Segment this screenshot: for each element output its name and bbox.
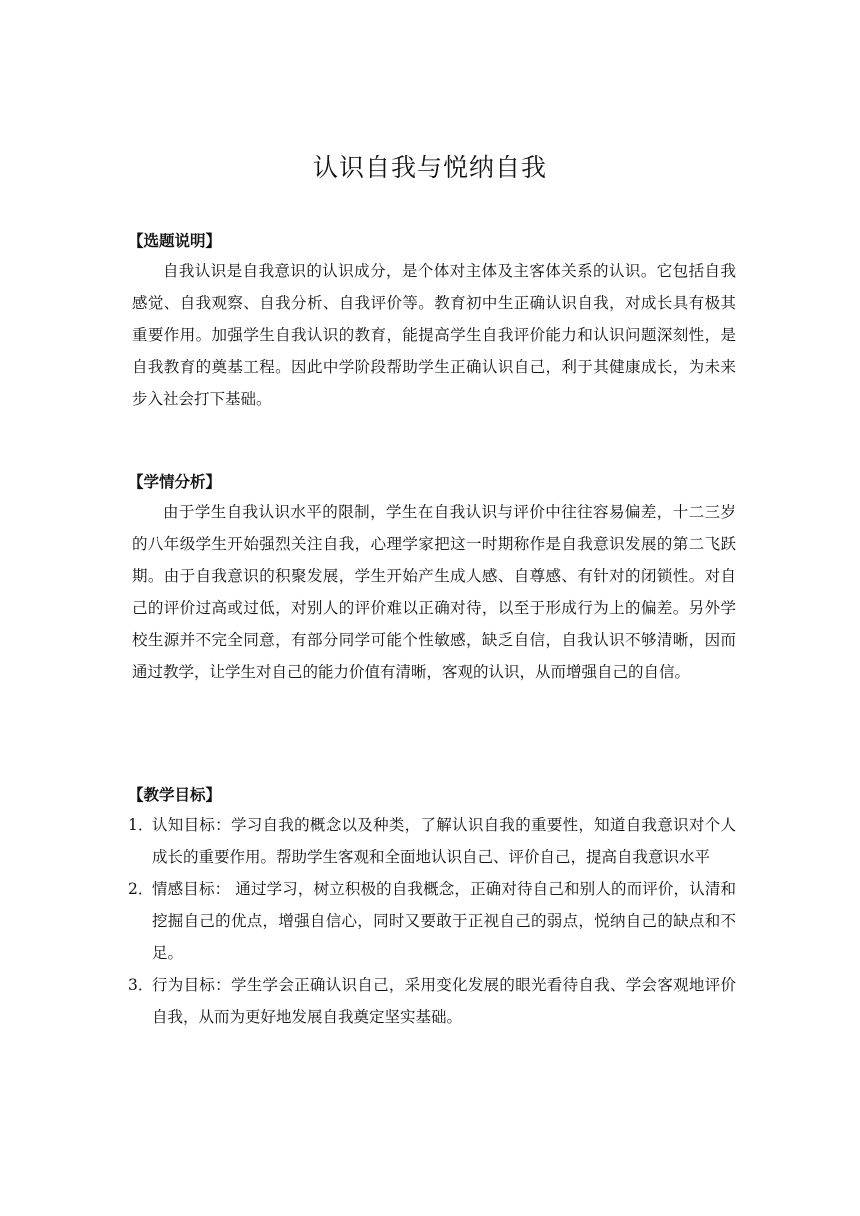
section-heading: 【教学目标】: [128, 786, 222, 804]
goal-number: 3．: [128, 976, 154, 994]
goal-item-behavioral: [128, 969, 736, 1033]
section-topic-description: [128, 229, 736, 415]
document-title: 认识自我与悦纳自我: [312, 153, 547, 182]
goal-item-cognitive: [128, 809, 736, 873]
section-heading: 【选题说明】: [128, 232, 222, 250]
goal-number: 2．: [128, 880, 154, 898]
section-student-analysis: [128, 470, 736, 688]
section-teaching-goals: [128, 783, 736, 1033]
section-heading: 【学情分析】: [128, 473, 222, 491]
section-paragraph: 由于学生自我认识水平的限制，学生在自我认识与评价中往往容易偏差，十二三岁的八年级学生开始强烈关注自我，心理学家把这一时期称作是自我意识发展的第二飞跃期。由于自我意识的积聚发展，学生开始产生成人感、自尊感、有针对的闭锁性。对自己的评价过高或过低，对别人的评价难以正确对待，以至于形成行为上的偏差。另外学校生源并不完全同意，有部分同学可能个性敏感，缺乏自信，自我认识不够清晰，因而通过教学，让学生对自己的能力价值有清晰，客观的认识，从而增强自己的自信。: [132, 503, 736, 681]
goal-text: 情感目标： 通过学习，树立积极的自我概念，正确对待自己和别人的而评价，认清和挖掘自己的优点，增强自信心，同时又要敢于正视自己的弱点，悦纳自己的缺点和不足。: [152, 880, 736, 962]
goal-text: 行为目标：学生学会正确认识自己，采用变化发展的眼光看待自我、学会客观地评价自我，从而为更好地发展自我奠定坚实基础。: [152, 976, 736, 1026]
goal-list: [128, 809, 736, 1033]
goal-number: 1．: [128, 816, 154, 834]
section-paragraph: 自我认识是自我意识的认识成分，是个体对主体及主客体关系的认识。它包括自我感觉、自我观察、自我分析、自我评价等。教育初中生正确认识自我，对成长具有极其重要作用。加强学生自我认识的教育，能提高学生自我评价能力和认识问题深刻性，是自我教育的奠基工程。因此中学阶段帮助学生正确认识自己，利于其健康成长，为未来步入社会打下基础。: [132, 262, 736, 408]
goal-item-emotional: [128, 873, 736, 969]
goal-text: 认知目标：学习自我的概念以及种类，了解认识自我的重要性，知道自我意识对个人成长的重要作用。帮助学生客观和全面地认识自己、评价自己，提高自我意识水平: [152, 816, 736, 866]
